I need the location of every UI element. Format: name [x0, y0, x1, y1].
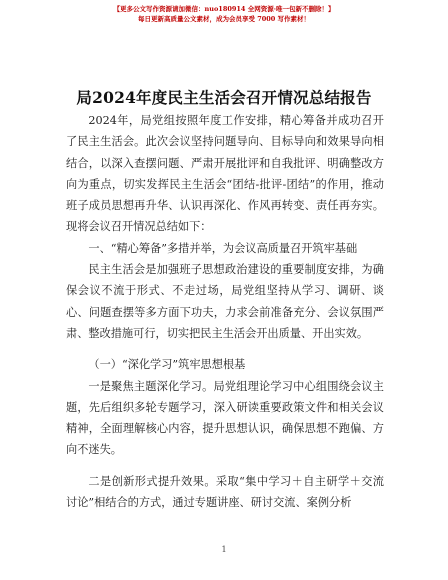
subsection-paragraph-2: 二是创新形式提升效果。采取“集中学习＋自主研学＋交流讨论”相结合的方式，通过专题讲座、研讨交流、案例分析: [66, 474, 384, 510]
section-heading-1: 一、“精心筹备”多措并举，为会议高质量召开筑牢基础: [88, 241, 358, 255]
subsection-heading-1: （一）“深化学习”筑牢思想根基: [88, 358, 246, 372]
promo-banner: [0, 4, 448, 24]
document-title: 局2024年度民主生活会召开情况总结报告: [76, 88, 372, 107]
page-number: 1: [221, 545, 227, 554]
intro-paragraph: 2024年，局党组按照年度工作安排，精心筹备并成功召开了民主生活会。此次会议坚持问题导向、目标导向和效果导向相结合，以深入查摆问题、严肃开展批评和自我批评、明确整改方向为重点，切实发挥民主生活会“团结-批评-团结”的作用，推动班子成员思想再升华、认识再深化、作风再转变、责任再夯实。现将会议召开情况总结如下：: [66, 114, 384, 234]
banner-line-1: 【更多公文写作资源请加微信：nuo180914 全网资源·唯一包新不删除！】: [113, 5, 335, 13]
banner-line-2: 每日更新高质量公文素材，成为会员享受 7000 写作素材！: [137, 15, 311, 23]
section-paragraph-1: 民主生活会是加强班子思想政治建设的重要制度安排，为确保会议不流于形式、不走过场，局党组坚持从学习、调研、谈心、问题查摆等多方面下功夫，力求会前准备充分、会议氛围严肃、整改措施可行，切实把民主生活会开出质量、开出实效。: [66, 263, 384, 340]
subsection-paragraph-1: 一是聚焦主题深化学习。局党组理论学习中心组围绕会议主题，先后组织多轮专题学习，深入研读重要政策文件和相关会议精神，全面理解核心内容，提升思想认识，确保思想不跑偏、方向不迷失。: [66, 379, 384, 457]
document-body: [66, 110, 384, 513]
